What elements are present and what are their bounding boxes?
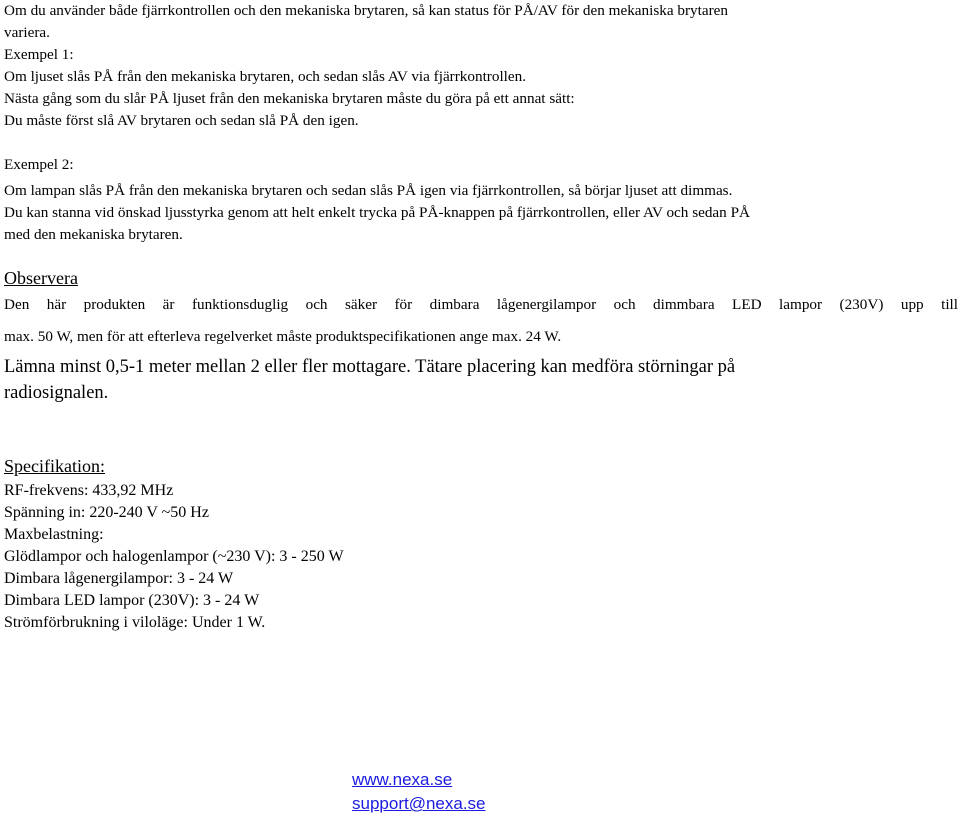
note-line-2: max. 50 W, men för att efterleva regelverket måste produktspecifikationen ange max. 24 W. [4, 328, 562, 345]
spec-item: Glödlampor och halogenlampor (~230 V): 3 - 250 W [4, 548, 344, 565]
spec-item: Dimbara LED lampor (230V): 3 - 24 W [4, 592, 260, 609]
example-1 [4, 44, 958, 132]
example-2 [4, 154, 958, 246]
example-2-title: Exempel 2: [4, 156, 74, 173]
spec-item: RF-frekvens: 433,92 MHz [4, 482, 174, 499]
example-2-line-1: Om lampan slås PÅ från den mekaniska brytaren och sedan slås PÅ igen via fjärrkontrollen, så börjar ljuset att dimmas. [4, 182, 733, 199]
specs-list [4, 480, 958, 634]
example-2-line-3: med den mekaniska brytaren. [4, 226, 183, 243]
intro-line-1: Om du använder både fjärrkontrollen och den mekaniska brytaren, så kan status för PÅ/AV för den mekaniska brytaren [4, 2, 728, 19]
spec-item: Dimbara lågenergilampor: 3 - 24 W [4, 570, 234, 587]
example-1-line-3: Du måste först slå AV brytaren och sedan slå PÅ den igen. [4, 112, 359, 129]
intro-paragraph [4, 0, 958, 44]
spec-item: Maxbelastning: [4, 526, 104, 543]
website-link[interactable]: www.nexa.se [352, 770, 453, 789]
specs-section [4, 454, 958, 634]
example-2-line-2: Du kan stanna vid önskad ljusstyrka genom att helt enkelt trycka på PÅ-knappen på fjärrkontrollen, eller AV och sedan PÅ [4, 204, 750, 221]
contact-links [352, 768, 486, 816]
example-1-title: Exempel 1: [4, 46, 74, 63]
note-large-line-1: Lämna minst 0,5-1 meter mellan 2 eller fler mottagare. Tätare placering kan medföra störningar på [4, 357, 736, 377]
support-email-link[interactable]: support@nexa.se [352, 794, 486, 813]
specs-heading: Specifikation: [4, 456, 105, 476]
example-1-line-1: Om ljuset slås PÅ från den mekaniska brytaren, och sedan slås AV via fjärrkontrollen. [4, 68, 527, 85]
note-heading: Observera [4, 268, 78, 288]
note-large-line-2: radiosignalen. [4, 383, 109, 403]
note-line-1: Den här produkten är funktionsduglig och säker för dimbara lågenergilampor och dimmbara LED lampor (230V) upp till [4, 296, 958, 313]
example-1-line-2: Nästa gång som du slår PÅ ljuset från den mekaniska brytaren måste du göra på ett annat sätt: [4, 90, 575, 107]
note-section [4, 266, 958, 406]
document-page [4, 0, 958, 634]
spec-item: Spänning in: 220-240 V ~50 Hz [4, 504, 209, 521]
spec-item: Strömförbrukning i viloläge: Under 1 W. [4, 614, 266, 631]
intro-line-2: variera. [4, 24, 50, 41]
